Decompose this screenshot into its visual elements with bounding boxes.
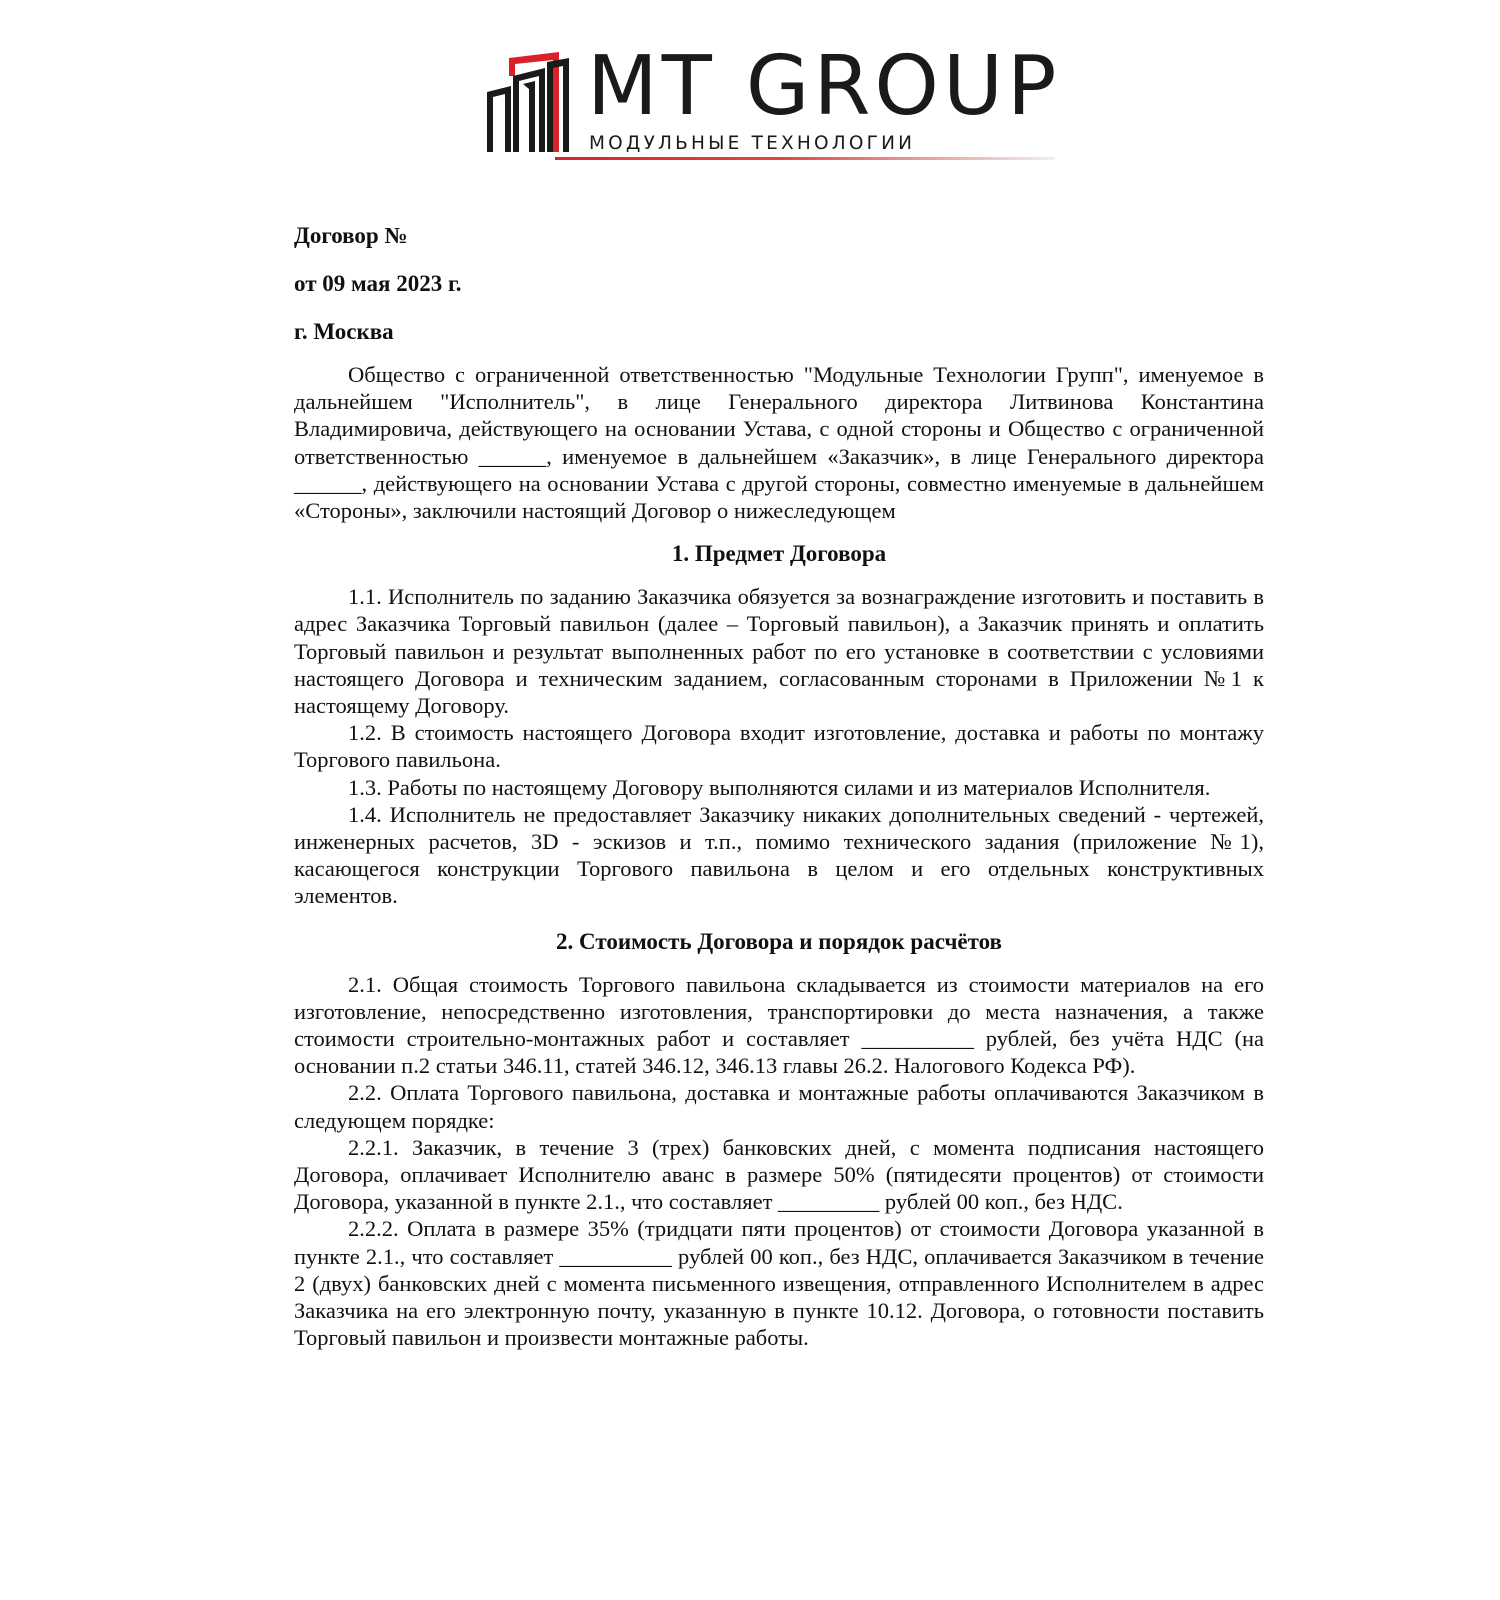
clause: 2.2. Оплата Торгового павильона, доставка и монтажные работы оплачиваются Заказчиком в следующем порядке: — [294, 1080, 1264, 1133]
clause: 1.2. В стоимость настоящего Договора входит изготовление, доставка и работы по монтажу Торгового павильона. — [294, 720, 1264, 773]
clause: 1.1. Исполнитель по заданию Заказчика обязуется за вознаграждение изготовить и поставить в адрес Заказчика Торговый павильон (далее – Торговый павильон), а Заказчик принять и оплатить Торговый павильон и результат выполненных работ по его установке в соответствии с условиями настоящего Договора и техническим заданием, согласованным сторонами в Приложении №1 к настоящему Договору. — [294, 584, 1264, 719]
logo-underline — [555, 157, 1055, 160]
clause: 1.3. Работы по настоящему Договору выполняются силами и из материалов Исполнителя. — [348, 774, 1211, 800]
contract-document — [294, 222, 1264, 1352]
clause: 1.4. Исполнитель не предоставляет Заказчику никаких дополнительных сведений - чертежей, инженерных расчетов, 3D - эскизов и т.п., помимо технического задания (приложение №1), касающегося конструкции Торгового павильона в целом и его отдельных конструктивных элементов. — [294, 801, 1264, 909]
company-logo — [495, 39, 1075, 170]
contract-city: г. Москва — [294, 319, 394, 344]
clause: 2.2.1. Заказчик, в течение 3 (трех) банковских дней, с момента подписания настоящего Договора, оплачивает Исполнителю аванс в размере 50% (пятидесяти процентов) от стоимости Договора, указанной в пункте 2.1., что составляет _________ рублей 00 коп., без НДС. — [294, 1134, 1264, 1215]
section-title: 2. Стоимость Договора и порядок расчётов — [556, 928, 1002, 954]
logo-title: MT GROUP — [587, 39, 1061, 134]
contract-intro: Общество с ограниченной ответственностью "Модульные Технологии Групп", именуемое в дальнейшем "Исполнитель", в лице Генерального директора Литвинова Константина Владимировича, действующего на основании Устава, с одной стороны и Общество с ограниченной ответственностью ______, именуемое в дальнейшем «Заказчик», в лице Генерального директора ______, действующего на основании Устава с другой стороны, совместно именуемые в дальнейшем «Стороны», заключили настоящий Договор о нижеследующем — [294, 362, 1264, 524]
clause: 2.1. Общая стоимость Торгового павильона складывается из стоимости материалов на его изготовление, непосредственно изготовления, транспортировки до места назначения, а также стоимости строительно-монтажных работ и составляет __________ рублей, без учёта НДС (на основании п.2 статьи 346.11, статей 346.12, 346.13 главы 26.2. Налогового Кодекса РФ). — [294, 971, 1264, 1079]
contract-date: от 09 мая 2023 г. — [294, 271, 462, 296]
clause: 2.2.2. Оплата в размере 35% (тридцати пяти процентов) от стоимости Договора указанной в пункте 2.1., что составляет __________ рублей 00 коп., без НДС, оплачивается Заказчиком в течение 2 (двух) банковских дней с момента письменного извещения, отправленного Исполнителем в адрес Заказчика на его электронную почту, указанную в пункте 10.12. Договора, о готовности поставить Торговый павильон и произвести монтажные работы. — [294, 1216, 1264, 1351]
contract-title: Договор № — [294, 223, 408, 248]
section-title: 1. Предмет Договора — [671, 541, 887, 567]
buildings-icon — [487, 52, 577, 162]
logo-subtitle: МОДУЛЬНЫЕ ТЕХНОЛОГИИ — [589, 133, 916, 154]
